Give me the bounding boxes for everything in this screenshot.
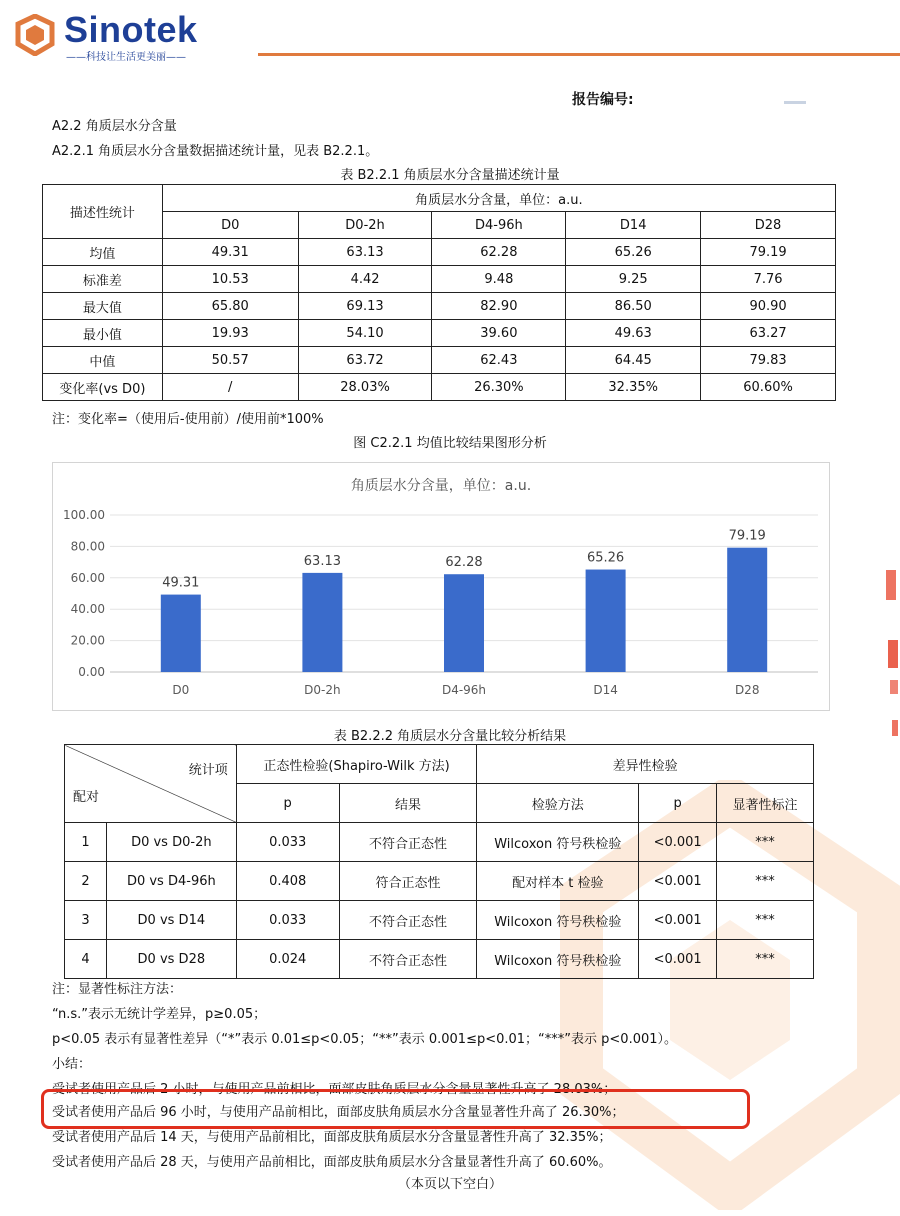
- sinotek-logo-icon: [14, 14, 56, 56]
- cell: 9.48: [432, 266, 566, 293]
- table-row: [43, 347, 836, 374]
- bar: [161, 595, 201, 672]
- significance-note-ns: “n.s.”表示无统计学差异，p≥0.05；: [52, 1007, 267, 1022]
- table1-col-header: D28: [701, 212, 836, 239]
- y-tick-label: 60.00: [70, 570, 105, 585]
- chart-title: 角质层水分含量，单位：a.u.: [350, 478, 532, 494]
- table2-normality-header: 正态性检验(Shapiro-Wilk 方法): [236, 745, 477, 784]
- table2-sub-header: 检验方法: [477, 784, 639, 823]
- cell: 63.13: [298, 239, 432, 266]
- cell: 50.57: [162, 347, 298, 374]
- table1-col-header: D4-96h: [432, 212, 566, 239]
- significance: ***: [717, 862, 814, 901]
- table2-corner-top: 统计项: [188, 763, 228, 778]
- diff-p: <0.001: [639, 901, 717, 940]
- row-number: 1: [65, 823, 107, 862]
- y-tick-label: 100.00: [63, 508, 105, 522]
- y-tick-label: 0.00: [78, 665, 105, 679]
- table1-col-header: D0-2h: [298, 212, 432, 239]
- table1-col-header: D0: [162, 212, 298, 239]
- test-method: Wilcoxon 符号秩检验: [477, 940, 639, 979]
- data-label: 63.13: [303, 553, 342, 569]
- x-tick-label: D0: [172, 683, 190, 697]
- significance-note-title: 注：显著性标注方法：: [52, 982, 183, 997]
- summary-line: 受试者使用产品后 96 小时，与使用产品前相比，面部皮肤角质层水分含量显著性升高了 26.30%；: [52, 1105, 625, 1120]
- cell: 26.30%: [432, 374, 566, 401]
- cell: 60.60%: [701, 374, 836, 401]
- diff-p: <0.001: [639, 823, 717, 862]
- data-label: 62.28: [445, 555, 483, 571]
- x-tick-label: D14: [593, 683, 618, 697]
- bar: [302, 573, 342, 672]
- table2-sub-header: p: [236, 784, 339, 823]
- cell: 90.90: [701, 293, 836, 320]
- row-label: 变化率(vs D0): [43, 374, 163, 401]
- normality-result: 不符合正态性: [339, 940, 477, 979]
- data-label: 65.26: [586, 550, 625, 566]
- cell: 82.90: [432, 293, 566, 320]
- row-number: 3: [65, 901, 107, 940]
- normality-p: 0.033: [236, 823, 339, 862]
- normality-p: 0.408: [236, 862, 339, 901]
- significance: ***: [717, 901, 814, 940]
- cell: 32.35%: [566, 374, 701, 401]
- row-label: 中值: [43, 347, 163, 374]
- cell: 79.19: [701, 239, 836, 266]
- summary-line: 受试者使用产品后 14 天，与使用产品前相比，面部皮肤角质层水分含量显著性升高了 32.35%；: [52, 1130, 612, 1145]
- report-number-label: 报告编号:: [572, 92, 634, 108]
- cell: 54.10: [298, 320, 432, 347]
- table2-sub-header: 结果: [339, 784, 477, 823]
- y-tick-label: 20.00: [70, 633, 105, 648]
- section-subheading: A2.2.1 角质层水分含量数据描述统计量，见表 B2.2.1。: [52, 144, 379, 159]
- table2-sub-header: 显著性标注: [717, 784, 814, 823]
- cell: 62.28: [432, 239, 566, 266]
- table-row: [65, 940, 814, 979]
- significance-note-levels: p<0.05 表示有显著性差异（“*”表示 0.01≤p<0.05；“**”表示 0.001≤p<0.01；“***”表示 p<0.001）。: [52, 1032, 678, 1047]
- table-row: [43, 320, 836, 347]
- summary-line: 受试者使用产品后 28 天，与使用产品前相比，面部皮肤角质层水分含量显著性升高了 60.60%。: [52, 1155, 612, 1170]
- pair: D0 vs D28: [106, 940, 236, 979]
- figure-caption: 图 C2.2.1 均值比较结果图形分析: [353, 436, 547, 451]
- cell: 86.50: [566, 293, 701, 320]
- table-row: [43, 266, 836, 293]
- cell: 49.31: [162, 239, 298, 266]
- bar-chart: [52, 462, 830, 711]
- cell: 19.93: [162, 320, 298, 347]
- table1-caption: 表 B2.2.1 角质层水分含量描述统计量: [340, 168, 560, 183]
- report-number-redacted: [784, 101, 806, 104]
- cell: /: [162, 374, 298, 401]
- pair: D0 vs D4-96h: [106, 862, 236, 901]
- table1-note: 注：变化率=（使用后-使用前）/使用前*100%: [52, 412, 324, 427]
- brand-name: Sinotek: [64, 9, 198, 50]
- table2-corner-bottom: 配对: [73, 790, 100, 805]
- cell: 63.27: [701, 320, 836, 347]
- descriptive-stats-table: [42, 184, 836, 401]
- normality-p: 0.024: [236, 940, 339, 979]
- bar: [727, 548, 767, 672]
- cell: 49.63: [566, 320, 701, 347]
- section-heading: A2.2 角质层水分含量: [52, 119, 177, 134]
- table2-sub-header: p: [639, 784, 717, 823]
- x-tick-label: D28: [734, 683, 760, 697]
- x-tick-label: D0-2h: [304, 683, 341, 697]
- normality-result: 不符合正态性: [339, 901, 477, 940]
- header-divider: [258, 53, 900, 56]
- significance: ***: [717, 823, 814, 862]
- row-number: 2: [65, 862, 107, 901]
- row-label: 均值: [43, 239, 163, 266]
- pair: D0 vs D14: [106, 901, 236, 940]
- comparison-table: [64, 744, 814, 979]
- cell: 65.26: [566, 239, 701, 266]
- cell: 39.60: [432, 320, 566, 347]
- diff-p: <0.001: [639, 940, 717, 979]
- y-tick-label: 80.00: [70, 539, 105, 554]
- table-row: [65, 823, 814, 862]
- cell: 10.53: [162, 266, 298, 293]
- end-note: （本页以下空白）: [397, 1177, 502, 1192]
- cell: 9.25: [566, 266, 701, 293]
- table2-corner: [65, 745, 237, 823]
- cell: 79.83: [701, 347, 836, 374]
- cell: 28.03%: [298, 374, 432, 401]
- summary-label: 小结：: [52, 1057, 92, 1072]
- row-label: 标准差: [43, 266, 163, 293]
- cell: 62.43: [432, 347, 566, 374]
- brand-tagline: ——科技让生活更美丽——: [66, 52, 186, 63]
- side-stamp-fragment: [884, 560, 898, 740]
- bar: [444, 574, 484, 672]
- table1-corner: 描述性统计: [43, 185, 163, 239]
- table-row: [43, 293, 836, 320]
- cell: 65.80: [162, 293, 298, 320]
- summary-line: 受试者使用产品后 2 小时，与使用产品前相比，面部皮肤角质层水分含量显著性升高了 28.03%；: [52, 1082, 617, 1097]
- test-method: Wilcoxon 符号秩检验: [477, 823, 639, 862]
- diff-p: <0.001: [639, 862, 717, 901]
- normality-p: 0.033: [236, 901, 339, 940]
- data-label: 79.19: [728, 528, 766, 544]
- cell: 69.13: [298, 293, 432, 320]
- x-tick-label: D4-96h: [441, 683, 487, 697]
- row-label: 最小值: [43, 320, 163, 347]
- row-label: 最大值: [43, 293, 163, 320]
- table1-col-header: D14: [566, 212, 701, 239]
- table2-caption: 表 B2.2.2 角质层水分含量比较分析结果: [333, 729, 567, 744]
- pair: D0 vs D0-2h: [106, 823, 236, 862]
- table1-group-header: 角质层水分含量，单位：a.u.: [162, 185, 835, 212]
- y-tick-label: 40.00: [70, 602, 105, 617]
- significance: ***: [717, 940, 814, 979]
- row-number: 4: [65, 940, 107, 979]
- chart-canvas: [53, 463, 829, 710]
- table2-diff-header: 差异性检验: [477, 745, 814, 784]
- table-row: [65, 862, 814, 901]
- cell: 64.45: [566, 347, 701, 374]
- table-row: [43, 239, 836, 266]
- test-method: Wilcoxon 符号秩检验: [477, 901, 639, 940]
- data-label: 49.31: [162, 575, 200, 591]
- normality-result: 符合正态性: [339, 862, 477, 901]
- cell: 7.76: [701, 266, 836, 293]
- normality-result: 不符合正态性: [339, 823, 477, 862]
- highlight-box: [41, 1089, 750, 1129]
- table-row: [43, 374, 836, 401]
- test-method: 配对样本 t 检验: [477, 862, 639, 901]
- bar: [586, 570, 626, 672]
- cell: 4.42: [298, 266, 432, 293]
- table-row: [65, 901, 814, 940]
- cell: 63.72: [298, 347, 432, 374]
